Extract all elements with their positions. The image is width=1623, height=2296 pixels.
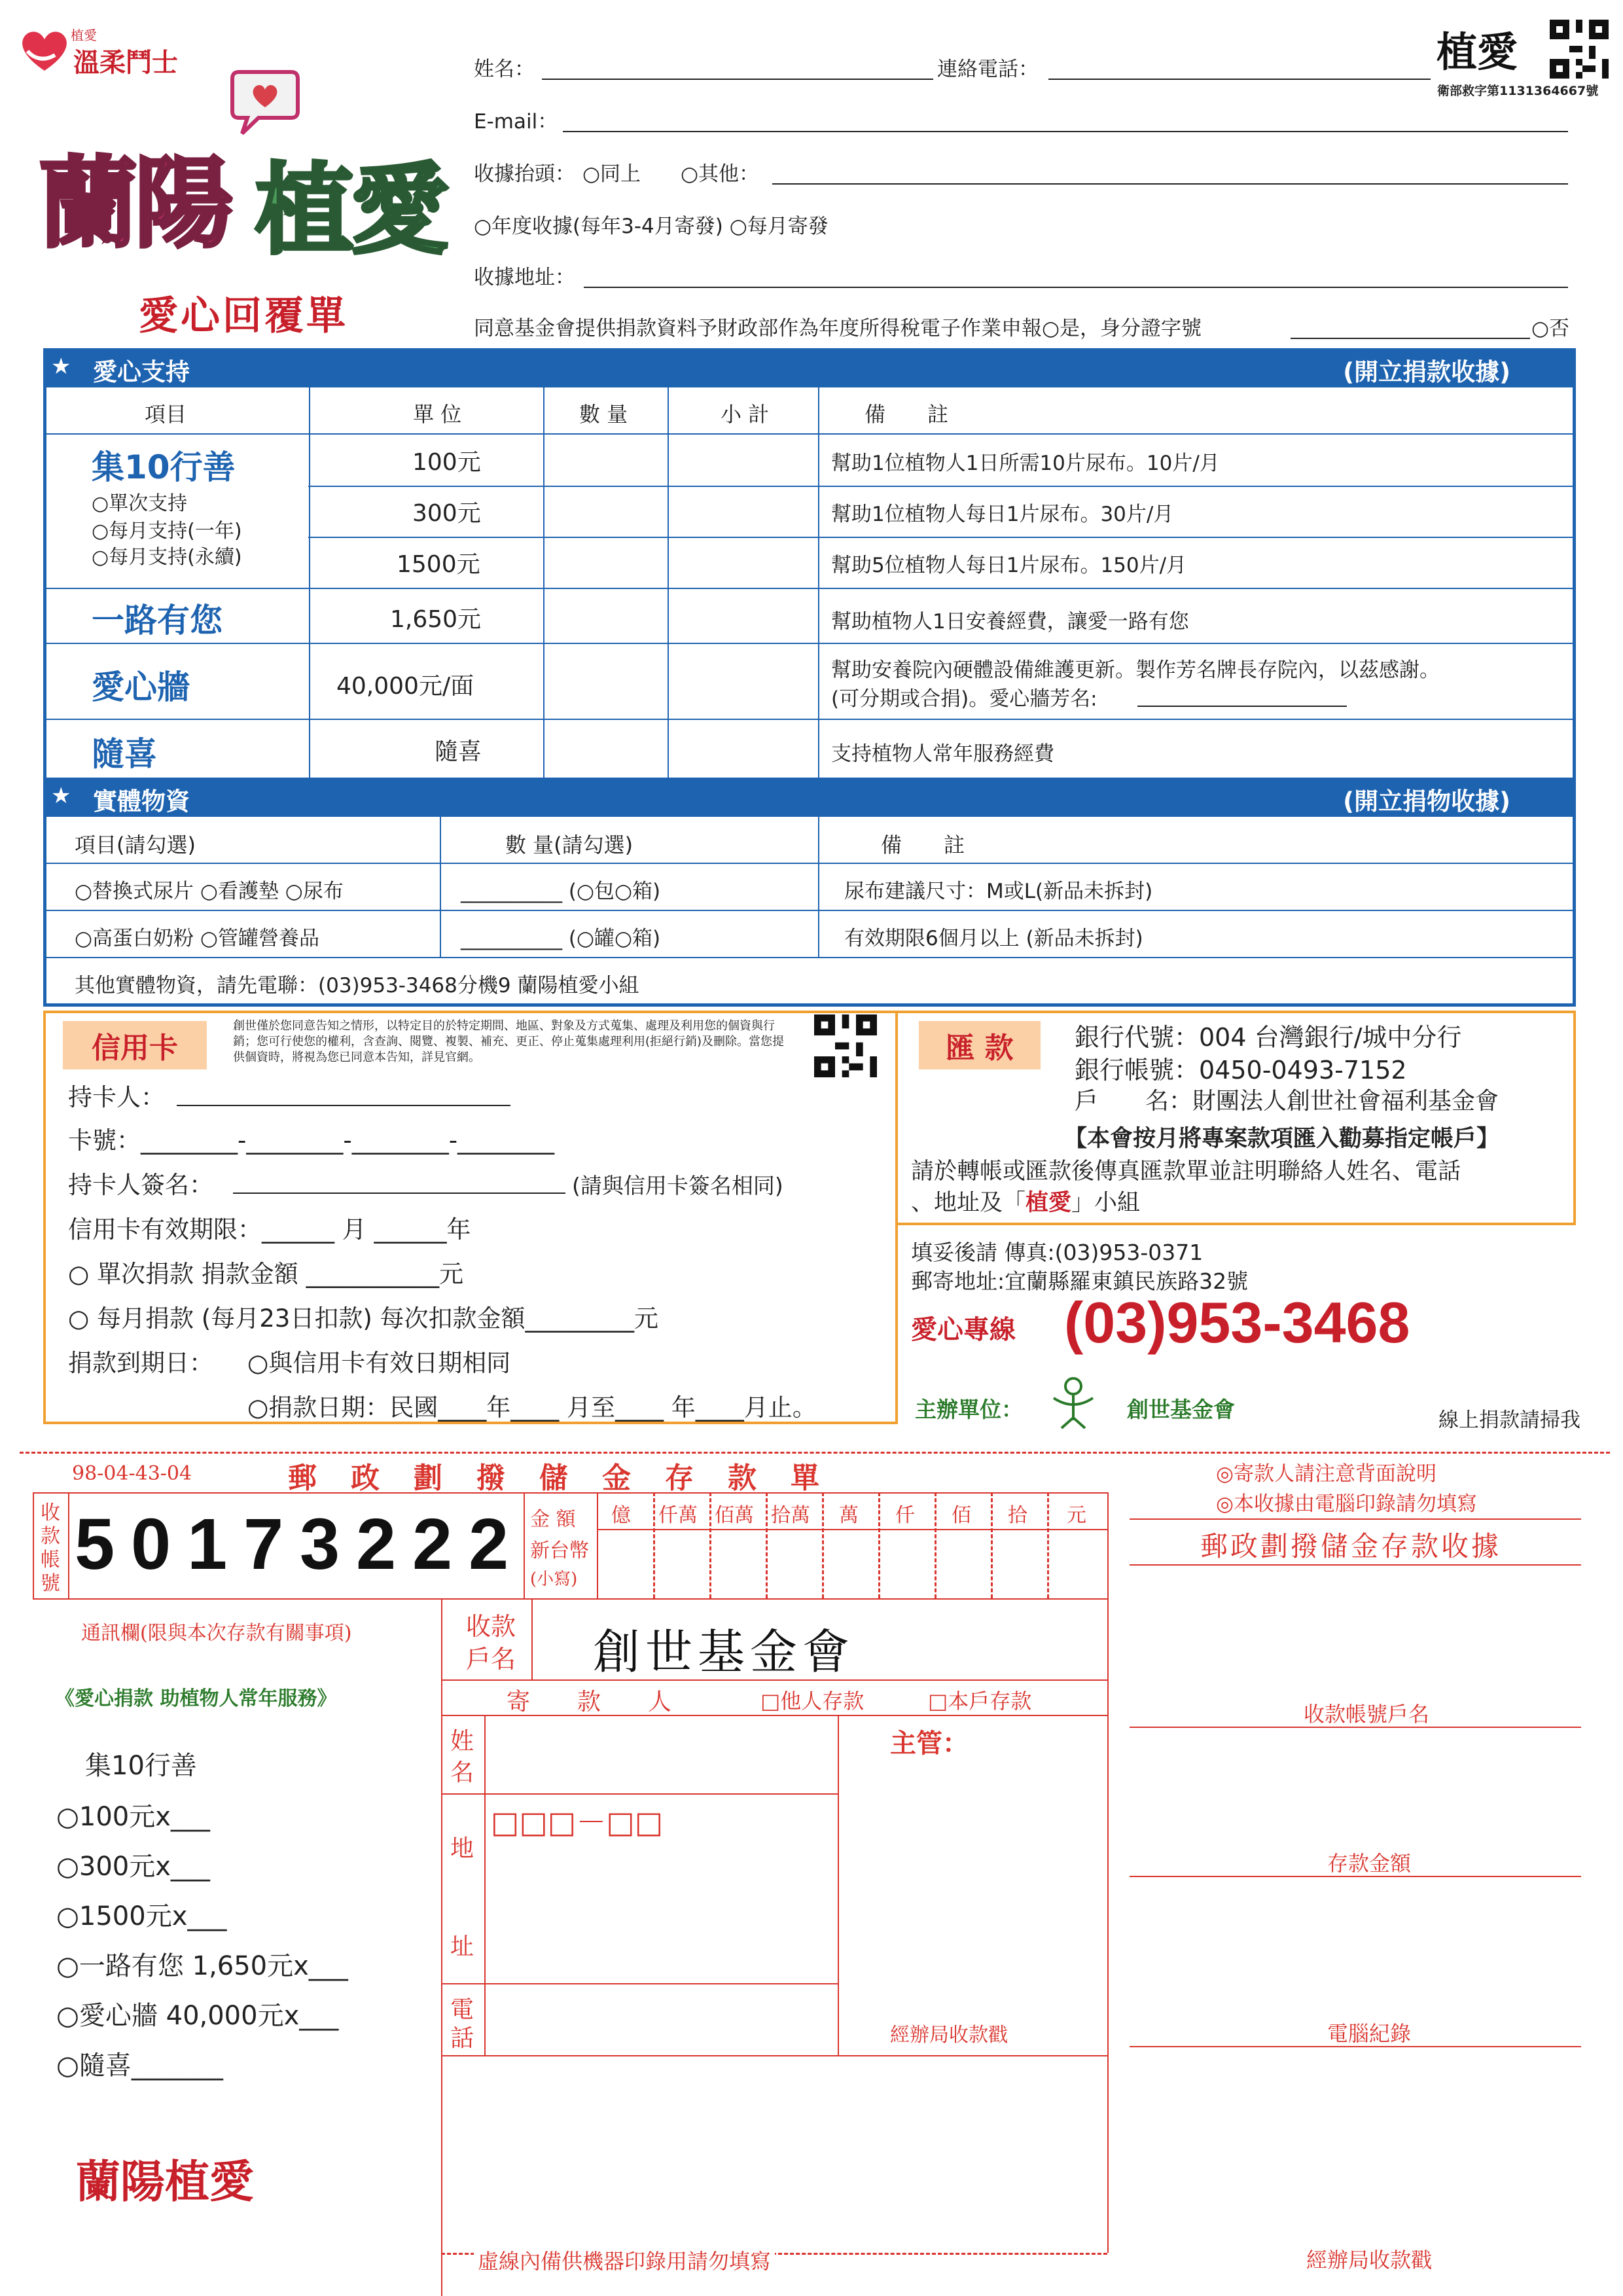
organizer-label: 主辦單位： xyxy=(915,1397,1023,1422)
phone-input[interactable] xyxy=(1048,79,1431,80)
monthly-donation-option[interactable]: ○ 每月捐款 (每月23日扣款) 每次扣款金額_________元 xyxy=(68,1304,659,1333)
right-acct-label: 收款帳號戶名 xyxy=(1304,1702,1430,1727)
star-icon: ★ xyxy=(51,783,71,809)
sender-name-label-1: 姓 xyxy=(450,1728,474,1755)
amount-unit: 拾萬 xyxy=(771,1504,810,1527)
amount-unit: 佰 xyxy=(952,1504,971,1527)
hotline-label: 愛心專線 xyxy=(911,1315,1016,1345)
logo-part-b: 植愛 xyxy=(255,154,447,268)
account-holder: 戶 名：財團法人創世社會福利基金會 xyxy=(1075,1088,1499,1115)
note-100: 幫助1位植物人1日所需10片尿布。10片/月 xyxy=(831,452,1220,475)
form-subtitle: 愛心回覆單 xyxy=(139,293,348,339)
sender-addr-label-2: 址 xyxy=(450,1933,474,1960)
group-10-option-single[interactable]: ○單次支持 xyxy=(92,492,188,515)
bottom-note: 虛線內備供機器印錄用請勿填寫 xyxy=(474,2245,775,2275)
heart-icon xyxy=(18,25,71,75)
right-stamp-label: 經辦局收款戳 xyxy=(1306,2248,1433,2272)
group-title-with-you: 一路有您 xyxy=(92,601,223,639)
logo-part-a: 蘭陽 xyxy=(39,147,231,261)
goods-row-milk-note: 有效期限6個月以上 (新品未拆封) xyxy=(844,927,1143,950)
star-icon: ★ xyxy=(51,353,71,380)
header-unit: 單 位 xyxy=(413,402,462,427)
amount-unit: 元 xyxy=(1067,1504,1086,1527)
tax-no-radio[interactable]: ○否 xyxy=(1531,317,1570,340)
memo-item-wall[interactable]: ○愛心牆 40,000元x___ xyxy=(56,2001,339,2031)
goods-bar xyxy=(43,778,1576,817)
note-40000-line2: (可分期或合捐)。愛心牆芳名: xyxy=(831,687,1097,711)
note-40000: 幫助安養院內硬體設備維護更新。製作芳名牌長存院內，以茲感謝。 xyxy=(831,658,1440,682)
remit-note-3-brand: 植愛 xyxy=(1026,1190,1072,1216)
sender-phone-label-2: 話 xyxy=(450,2025,474,2052)
bank-code: 銀行代號：004 台灣銀行/城中分行 xyxy=(1075,1023,1462,1052)
goods-row-diaper-item[interactable]: ○替換式尿片 ○看護墊 ○尿布 xyxy=(75,880,344,903)
acct-label-3: 帳 xyxy=(41,1549,60,1571)
amount-label-1: 金 額 xyxy=(530,1508,576,1531)
goods-row-milk-qty[interactable]: __________ (○罐○箱) xyxy=(461,927,661,950)
memo-item-1500[interactable]: ○1500元x___ xyxy=(56,1901,227,1931)
qr-code-icon xyxy=(1550,20,1609,79)
goods-header-note: 備 註 xyxy=(881,833,965,857)
support-header-row xyxy=(46,387,1573,433)
goods-header-qty: 數 量(請勾選) xyxy=(505,833,633,857)
id-number-input[interactable] xyxy=(1291,338,1530,339)
bank-account: 銀行帳號：0450-0493-7152 xyxy=(1075,1056,1407,1085)
acct-label-2: 款 xyxy=(41,1525,60,1548)
end-date-same-option[interactable]: ○與信用卡有效日期相同 xyxy=(247,1349,511,1377)
right-amount-label: 存款金額 xyxy=(1327,1851,1412,1876)
header-note: 備 註 xyxy=(865,402,949,427)
memo-group: 集10行善 xyxy=(85,1751,197,1781)
header-item: 項目 xyxy=(145,402,187,427)
account-digit: 2 xyxy=(356,1504,397,1585)
tax-consent[interactable]: 同意基金會提供捐款資料予財政部作為年度所得稅電子作業申報○是，身分證字號 xyxy=(474,317,1202,340)
privacy-notice: 創世僅於您同意告知之情形，以特定目的於特定期間、地區、對象及方式蒐集、處理及利用您的個資與行銷；您可行使您的權利，含查詢、閱覽、複製、補充、更正、停止蒐集處理利用(拒絕行銷)及刪除。當您提供個資時，將視為您已同意本告知，詳見官網。 xyxy=(233,1019,785,1064)
goods-bar-title: 實體物資 xyxy=(93,787,190,816)
header-subtotal: 小 計 xyxy=(721,402,770,427)
receipt-title-label: 收據抬頭： xyxy=(474,162,575,186)
remit-note-3c: 」小組 xyxy=(1071,1190,1141,1216)
zip-code-boxes[interactable]: □□□－□□ xyxy=(491,1804,664,1840)
receipt-other-input[interactable] xyxy=(772,183,1568,185)
postal-notice-1: ◎寄款人請注意背面說明 xyxy=(1216,1462,1437,1486)
single-donation-option[interactable]: ○ 單次捐款 捐款金額 ___________元 xyxy=(68,1260,464,1288)
note-free: 支持植物人常年服務經費 xyxy=(831,742,1054,766)
card-number-field[interactable]: 卡號：________-________-________-________ xyxy=(68,1126,555,1155)
wall-name-input[interactable] xyxy=(1137,706,1347,707)
sender-addr-label-1: 地 xyxy=(450,1835,474,1862)
postal-title: 郵 政 劃 撥 儲 金 存 款 單 xyxy=(288,1462,822,1495)
name-label: 姓名： xyxy=(474,58,535,81)
group-10-option-year[interactable]: ○每月支持(一年) xyxy=(92,520,242,543)
payee-label-1: 收款 xyxy=(466,1612,516,1641)
account-digit: 0 xyxy=(131,1504,171,1585)
sender-name-label-2: 名 xyxy=(450,1759,474,1786)
email-label: E-mail： xyxy=(474,110,558,134)
fax-info: 填妥後請 傳真:(03)953-0371 xyxy=(911,1240,1204,1265)
badge-small-label: 植愛 xyxy=(71,27,97,43)
top-right-name: 植愛 xyxy=(1436,28,1518,76)
address-label: 收據地址： xyxy=(474,266,575,289)
payee-label-2: 戶名 xyxy=(466,1645,516,1674)
group-title-free: 隨喜 xyxy=(92,735,157,773)
logo xyxy=(39,124,458,268)
memo-heading: 《愛心捐款 助植物人常年服務》 xyxy=(55,1687,337,1710)
end-date-custom-option[interactable]: ○捐款日期：民國____年____ 月至____ 年____月止。 xyxy=(247,1393,817,1422)
right-record-label: 電腦紀錄 xyxy=(1327,2021,1412,2046)
unit-300: 300元 xyxy=(412,500,481,527)
license-number: 衛部救字第1131364667號 xyxy=(1437,84,1599,98)
end-date-label: 捐款到期日： xyxy=(68,1349,213,1377)
goods-row-milk-item[interactable]: ○高蛋白奶粉 ○管罐營養品 xyxy=(75,927,319,950)
card-sign-input[interactable] xyxy=(233,1193,565,1194)
account-digit: 1 xyxy=(187,1504,228,1585)
card-sign-note: (請與信用卡簽名相同) xyxy=(572,1173,783,1198)
unit-40000: 40,000元/面 xyxy=(336,673,474,700)
support-bar-title: 愛心支持 xyxy=(93,358,190,386)
goods-bar-right: (開立捐物收據) xyxy=(1343,787,1510,816)
note-1500: 幫助5位植物人每日1片尿布。150片/月 xyxy=(831,554,1187,577)
remit-tag: 匯 款 xyxy=(919,1021,1041,1069)
unit-1650: 1,650元 xyxy=(390,606,482,633)
receipt-same-radio[interactable]: ○同上 xyxy=(582,162,641,186)
amount-unit: 仟 xyxy=(895,1504,915,1527)
note-300: 幫助1位植物人每日1片尿布。30片/月 xyxy=(831,503,1174,526)
foundation-logo-icon xyxy=(1047,1374,1099,1429)
email-input[interactable] xyxy=(563,131,1568,132)
group-10-option-forever[interactable]: ○每月支持(永續) xyxy=(92,546,242,569)
account-digit: 2 xyxy=(412,1504,453,1585)
account-digit: 7 xyxy=(243,1504,284,1585)
sender-label: 寄 款 人 xyxy=(507,1689,672,1715)
memo-footer: 蘭陽植愛 xyxy=(76,2157,255,2208)
memo-label: 通訊欄(限與本次存款有關事項) xyxy=(81,1622,352,1645)
manager-label: 主管： xyxy=(890,1728,969,1759)
account-digit: 5 xyxy=(75,1504,115,1585)
credit-card-tag: 信用卡 xyxy=(63,1021,207,1069)
account-digit: 3 xyxy=(300,1504,340,1585)
card-holder-label: 持卡人： xyxy=(68,1083,165,1111)
qr-code-icon[interactable] xyxy=(814,1014,877,1077)
group-title-wall: 愛心牆 xyxy=(92,668,190,706)
memo-item-with-you[interactable]: ○一路有您 1,650元x___ xyxy=(56,1951,348,1981)
amount-label-2: 新台幣 xyxy=(530,1539,589,1562)
hotline-number[interactable]: (03)953-3468 xyxy=(1064,1290,1410,1355)
account-digit: 2 xyxy=(469,1504,509,1585)
online-donation-note: 線上捐款請掃我 xyxy=(1438,1408,1580,1432)
header-qty: 數 量 xyxy=(579,402,628,427)
remit-note-1: 【本會按月將專案款項匯入勸募指定帳戶】 xyxy=(1064,1126,1500,1152)
group-title-10: 集10行善 xyxy=(92,448,236,486)
address-input[interactable] xyxy=(584,287,1568,288)
remit-note-3 xyxy=(911,1185,1140,1217)
memo-item-100[interactable]: ○100元x___ xyxy=(56,1802,210,1832)
goods-row-diaper-qty[interactable]: __________ (○包○箱) xyxy=(461,880,661,903)
phone-label: 連絡電話： xyxy=(937,58,1039,81)
sender-phone-label-1: 電 xyxy=(450,1996,474,2023)
remit-note-3a: 、地址及「 xyxy=(911,1190,1026,1216)
amount-unit: 仟萬 xyxy=(658,1504,698,1527)
unit-free: 隨喜 xyxy=(435,738,482,765)
badge-label: 溫柔鬥士 xyxy=(73,48,178,78)
own-account-option[interactable]: □本戶存款 xyxy=(928,1689,1032,1713)
remit-note-2: 請於轉帳或匯款後傳真匯款單並註明聯絡人姓名、電話 xyxy=(911,1158,1461,1185)
receipt-other-radio[interactable]: ○其他： xyxy=(681,162,760,186)
amount-unit: 拾 xyxy=(1008,1504,1027,1527)
receipt-mode-options[interactable]: ○年度收據(每年3-4月寄發) ○每月寄發 xyxy=(474,215,829,238)
card-expiry-field[interactable]: 信用卡有效期限：______ 月 ______年 xyxy=(68,1215,471,1244)
amount-unit: 佰萬 xyxy=(715,1504,754,1527)
support-bar xyxy=(43,348,1576,387)
amount-unit: 億 xyxy=(611,1504,631,1527)
goods-footer: 其他實體物資，請先電聯：(03)953-3468分機9 蘭陽植愛小組 xyxy=(75,974,639,997)
support-bar-right: (開立捐款收據) xyxy=(1343,358,1510,386)
goods-row-diaper-note: 尿布建議尺寸：M或L(新品未拆封) xyxy=(844,880,1153,903)
brand-badge xyxy=(18,25,202,77)
acct-label-4: 號 xyxy=(41,1572,60,1595)
acct-label-1: 收 xyxy=(41,1501,60,1524)
postal-code: 98-04-43-04 xyxy=(72,1462,192,1485)
other-account-option[interactable]: □他人存款 xyxy=(760,1689,865,1713)
amount-label-3: (小寫) xyxy=(530,1570,578,1589)
organizer-name: 創世基金會 xyxy=(1127,1397,1235,1422)
name-input[interactable] xyxy=(542,79,933,80)
mail-address: 郵寄地址:宜蘭縣羅東鎮民族路32號 xyxy=(911,1268,1249,1294)
center-stamp-label: 經辦局收款戳 xyxy=(890,2024,1008,2047)
note-1650: 幫助植物人1日安養經費，讓愛一路有您 xyxy=(831,610,1189,634)
memo-item-300[interactable]: ○300元x___ xyxy=(56,1852,210,1882)
card-sign-label: 持卡人簽名： xyxy=(68,1171,213,1199)
amount-unit: 萬 xyxy=(839,1504,859,1527)
unit-100: 100元 xyxy=(412,449,481,476)
memo-item-free[interactable]: ○隨喜_______ xyxy=(56,2051,223,2081)
receipt-title: 郵政劃撥儲金存款收據 xyxy=(1200,1530,1502,1562)
postal-notice-2: ◎本收據由電腦印錄請勿填寫 xyxy=(1216,1492,1478,1516)
goods-header-item: 項目(請勾選) xyxy=(75,833,196,857)
card-holder-input[interactable] xyxy=(177,1105,510,1106)
payee-name: 創世基金會 xyxy=(593,1624,855,1679)
unit-1500: 1500元 xyxy=(397,551,480,578)
